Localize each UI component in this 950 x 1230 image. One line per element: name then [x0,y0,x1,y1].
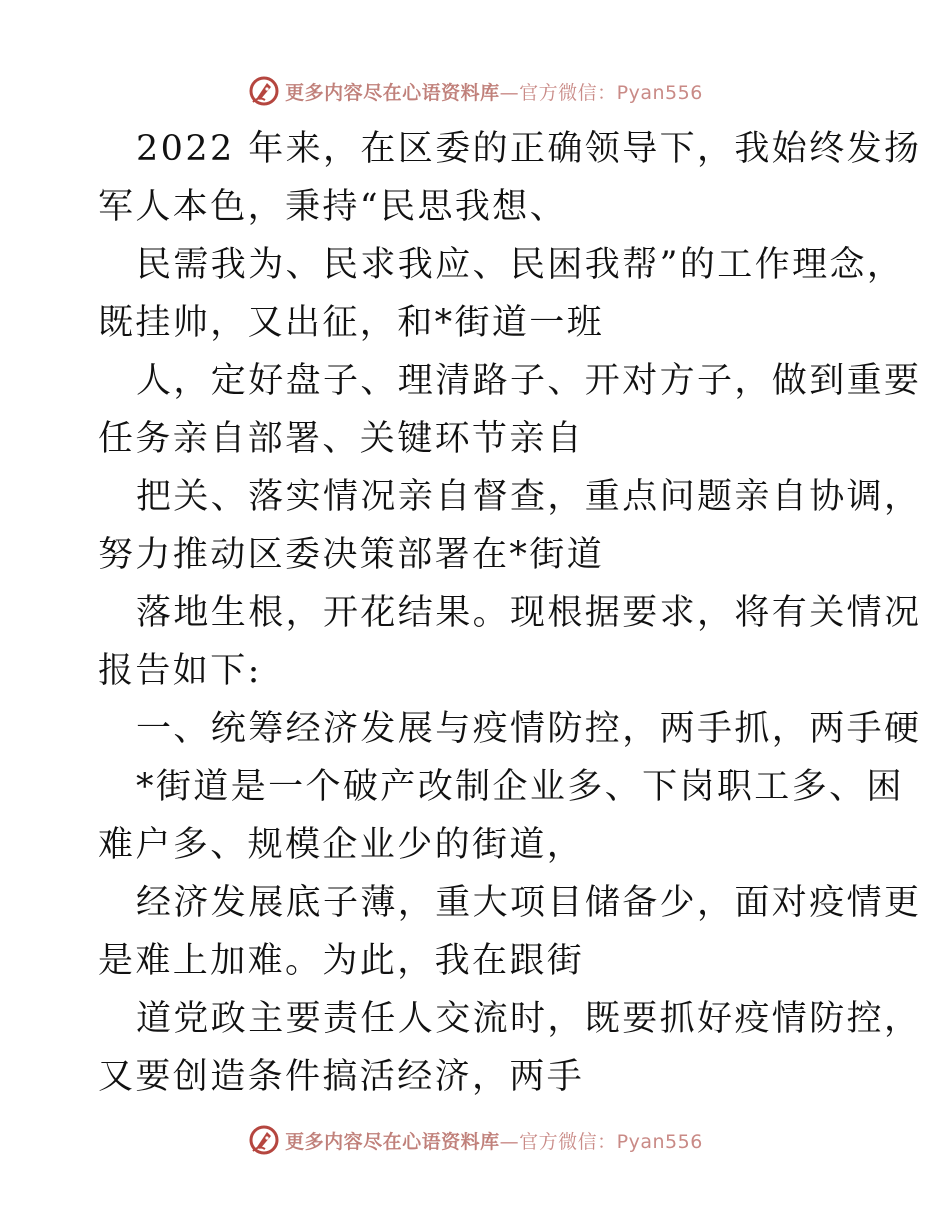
header-banner [0,71,950,111]
paragraph-line: 军人本色，秉持“民思我想、 [98,187,568,227]
paragraph-line: 既挂帅，又出征，和*街道一班 [98,303,605,343]
paragraph-line: *街道是一个破产改制企业多、下岗职工多、困 [136,767,904,807]
pen-nib-logo-icon [247,74,281,108]
banner-contact-text: 官方微信：Pyan556 [519,81,703,104]
document-body [98,120,922,1106]
paragraph-line: 人，定好盘子、理清路子、开对方子，做到重要 [136,361,922,401]
paragraph-line: 落地生根，开花结果。现根据要求，将有关情况 [136,593,922,633]
paragraph-line: 2022 年来，在区委的正确领导下，我始终发扬 [136,129,922,169]
banner-site-text: 更多内容尽在心语资料库 [285,1130,500,1153]
footer-banner [0,1120,950,1160]
paragraph-line: 一、统筹经济发展与疫情防控，两手抓，两手硬 [136,709,922,749]
paragraph-line: 又要创造条件搞活经济，两手 [98,1057,585,1097]
paragraph-line: 报告如下: [98,651,262,691]
paragraph-line: 民需我为、民求我应、民困我帮”的工作理念， [136,245,905,285]
banner-dash: — [499,81,520,104]
banner-contact-text: 官方微信：Pyan556 [519,1130,703,1153]
banner-site-text: 更多内容尽在心语资料库 [285,81,500,104]
pen-nib-logo-icon [247,1123,281,1157]
banner-dash: — [499,1130,520,1153]
paragraph-line: 道党政主要责任人交流时，既要抓好疫情防控， [136,999,922,1039]
banner-text [285,78,703,105]
paragraph-line: 经济发展底子薄，重大项目储备少，面对疫情更 [136,883,922,923]
paragraph-line: 把关、落实情况亲自督查，重点问题亲自协调， [136,477,922,517]
paragraph-line: 难户多、规模企业少的街道， [98,825,585,865]
paragraph-line: 任务亲自部署、关键环节亲自 [98,419,585,459]
banner-text [285,1127,703,1154]
paragraph-line: 是难上加难。为此，我在跟街 [98,941,585,981]
paragraph-line: 努力推动区委决策部署在*街道 [98,535,605,575]
